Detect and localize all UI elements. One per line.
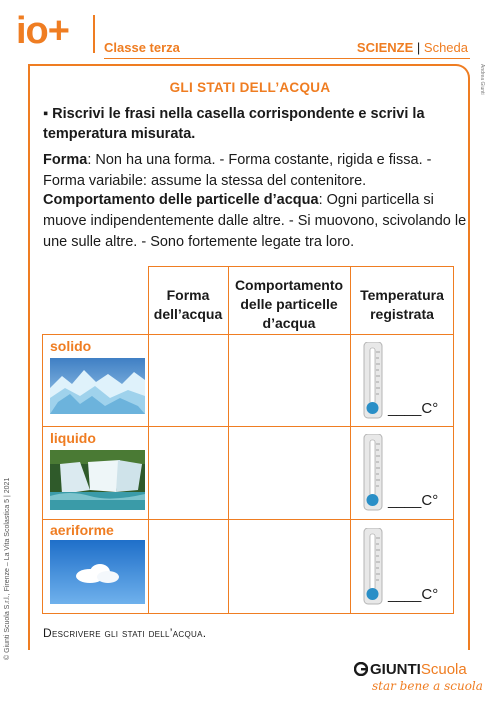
- table-border: [148, 266, 454, 267]
- header-behaviour: Comportamento delle particelle d’acqua: [234, 277, 344, 331]
- table-border: [228, 266, 229, 614]
- forma-text: : Non ha una forma. - Forma costante, rigida e fissa. - Forma variabile: assume la stessa del contenitore.: [43, 152, 432, 189]
- author-note: Andrea Giunti: [479, 64, 485, 95]
- brand-tagline: star bene a scuola: [372, 679, 483, 693]
- table-border: [453, 266, 454, 614]
- forma-label: Forma: [43, 152, 88, 168]
- state-label-liquid: liquido: [50, 430, 96, 446]
- behaviour-text: : Ogni particella si muove indipendentemente dalle altre. - Si muovono, scivolando le une sulle altre. - Sono fortemente legate tra loro.: [43, 192, 467, 250]
- forma-paragraph: [43, 150, 468, 192]
- brand-bold: GIUNTI: [370, 661, 421, 678]
- header-forma: Forma dell’acqua: [153, 287, 223, 322]
- state-label-gas: aeriforme: [50, 522, 114, 538]
- subject-name: SCIENZE: [356, 40, 414, 55]
- sheet-kind: Scheda: [423, 40, 468, 55]
- worksheet-frame-left: [28, 64, 30, 650]
- giunti-g-icon: [354, 662, 368, 676]
- waterfall-photo: [50, 450, 145, 510]
- io-plus-logo: io+: [16, 10, 69, 52]
- temperature-field-gas[interactable]: ____C°: [388, 586, 439, 603]
- states-table: [42, 266, 454, 614]
- table-border: [42, 334, 43, 614]
- caption: Descrivere gli stati dell’acqua.: [43, 626, 207, 640]
- subject-label: [357, 40, 468, 55]
- table-border: [350, 266, 351, 614]
- temperature-field-solid[interactable]: ____C°: [388, 400, 439, 417]
- behaviour-paragraph: [43, 190, 468, 253]
- table-border: [42, 426, 454, 427]
- table-border: [42, 519, 454, 520]
- instruction: ▪ Riscrivi le frasi nella casella corrispondente e scrivi la temperatura misurata.: [43, 106, 425, 142]
- giunti-scuola-logo: [354, 661, 467, 678]
- subject-separator: |: [416, 40, 421, 55]
- behaviour-label: Comportamento delle particelle d’acqua: [43, 192, 319, 208]
- temperature-field-liquid[interactable]: ____C°: [388, 492, 439, 509]
- header-temperature: Temperatura registrata: [360, 287, 444, 322]
- table-border: [42, 334, 454, 335]
- ice-photo: [50, 358, 145, 414]
- table-border: [148, 266, 149, 614]
- class-label: Classe terza: [104, 40, 180, 55]
- state-label-solid: solido: [50, 338, 92, 354]
- header-divider: [93, 15, 95, 53]
- table-border: [42, 613, 454, 614]
- copyright-note: © Giunti Scuola S.r.l., Firenze – La Vita Scolastica 5 | 2021: [4, 477, 11, 660]
- brand-light: Scuola: [420, 661, 467, 678]
- header-underline: [104, 58, 470, 59]
- cloud-photo: [50, 540, 145, 604]
- worksheet-title: GLI STATI DELL’ACQUA: [169, 80, 331, 95]
